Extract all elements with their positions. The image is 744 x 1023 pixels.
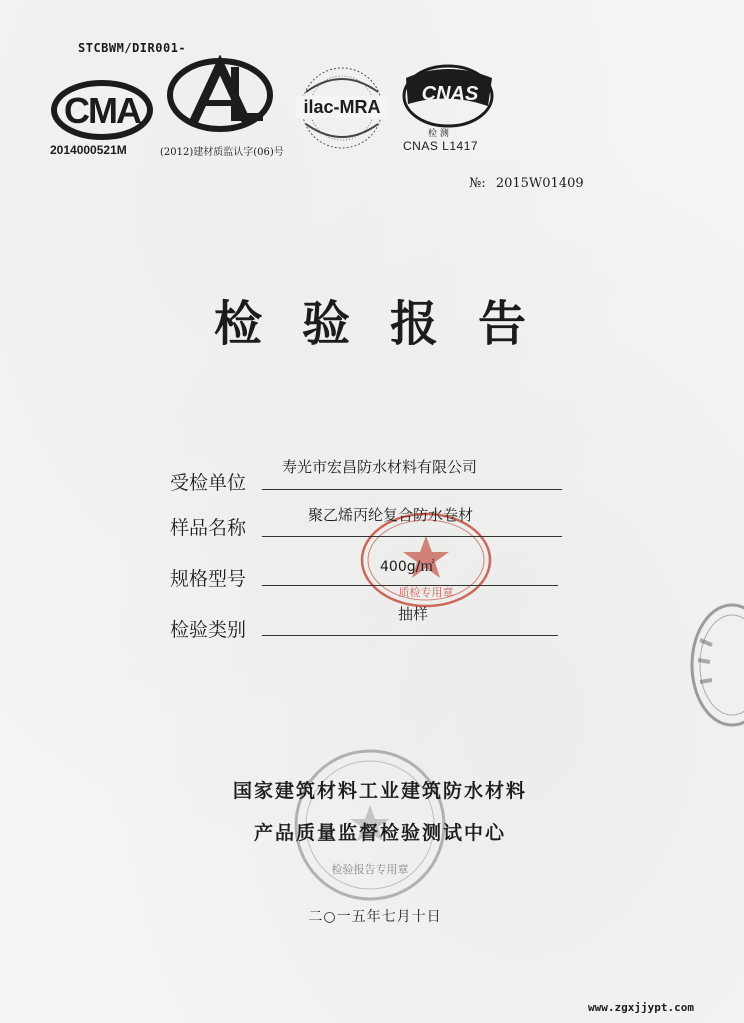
page-title: 检验报告 — [213, 296, 566, 352]
report-number-value: 2015W01409 — [495, 176, 584, 191]
cal-logo-icon — [165, 55, 275, 135]
field-underline — [262, 585, 558, 586]
report-number — [469, 176, 584, 191]
field-underline — [262, 489, 562, 490]
field-underline — [262, 635, 558, 636]
organization-line-2: 产品质量监督检验测试中心 — [253, 822, 506, 844]
field-label-spec: 规格型号 — [170, 568, 247, 590]
field-label-sample: 样品名称 — [170, 517, 247, 539]
svg-text:CMA: CMA — [64, 90, 140, 131]
ilac-mra-logo-icon — [292, 62, 392, 154]
svg-text:CNAS: CNAS — [421, 83, 479, 105]
cnas-number: CNAS L1417 — [403, 139, 479, 153]
organization-line-1: 国家建筑材料工业建筑防水材料 — [232, 780, 527, 802]
cal-number: (2012)建材质监认字(06)号 — [160, 147, 284, 158]
field-label-unit: 受检单位 — [170, 472, 247, 494]
report-number-prefix: №: — [469, 176, 486, 191]
field-label-type: 检验类别 — [170, 619, 247, 641]
stamp-mid-text: 质检专用章 — [398, 587, 454, 599]
cnas-sub-label: 检 测 — [428, 129, 449, 139]
report-date: 二○一五年七月十日 — [308, 909, 442, 925]
svg-text:ilac-MRA: ilac-MRA — [303, 97, 381, 117]
document-code: STCBWM/DIR001- — [78, 41, 187, 55]
field-value-type: 抽样 — [398, 605, 429, 623]
field-underline — [262, 536, 562, 537]
field-value-sample: 聚乙烯丙纶复合防水卷材 — [308, 506, 474, 524]
field-value-spec: 400g/㎡ — [380, 559, 435, 575]
cma-logo-icon — [50, 78, 155, 140]
cnas-logo-icon — [398, 58, 500, 130]
edge-stamp-icon — [662, 600, 744, 730]
cma-number: 2014000521M — [50, 143, 127, 157]
website-watermark[interactable]: www.zgxjjypt.com — [588, 1001, 694, 1014]
stamp-bottom-text: 检验报告专用章 — [331, 864, 409, 876]
field-value-unit: 寿光市宏昌防水材料有限公司 — [282, 458, 478, 476]
